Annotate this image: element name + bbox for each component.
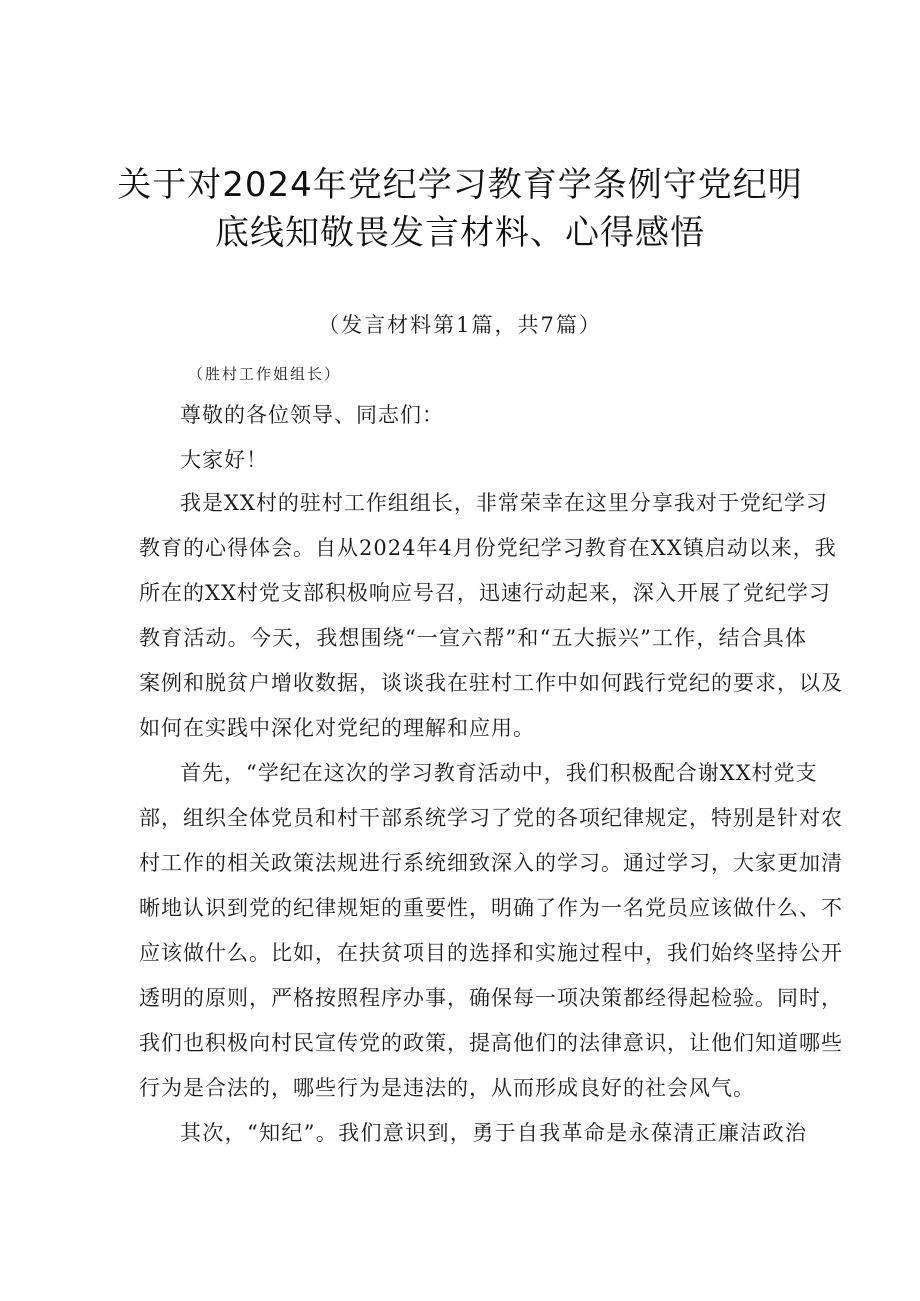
paragraph-1-line: 我是XX村的驻村工作组组长，非常荣幸在这里分享我对于党纪学习 bbox=[180, 491, 828, 515]
greeting: 大家好！ bbox=[180, 448, 268, 472]
paragraph-1-line: 教育活动。今天，我想围绕“一宣六帮”和“五大振兴”工作，结合具体 bbox=[139, 626, 807, 650]
paragraph-2-line: 首先，“学纪在这次的学习教育活动中，我们积极配合谢XX村党支 bbox=[180, 761, 818, 785]
paragraph-1-line: 教育的心得体会。自从2024年4月份党纪学习教育在XX镇启动以来，我 bbox=[139, 536, 837, 560]
salutation: 尊敬的各位领导、同志们： bbox=[180, 403, 444, 427]
paragraph-2-line: 我们也积极向村民宣传党的政策，提高他们的法律意识，让他们知道哪些 bbox=[139, 1031, 843, 1055]
paragraph-2-line: 村工作的相关政策法规进行系统细致深入的学习。通过学习，大家更加清 bbox=[139, 851, 843, 875]
paragraph-2-line: 行为是合法的，哪些行为是违法的，从而形成良好的社会风气。 bbox=[139, 1076, 755, 1100]
paragraph-2-line: 应该做什么。比如，在扶贫项目的选择和实施过程中，我们始终坚持公开 bbox=[139, 941, 843, 965]
paragraph-1-line: 如何在实践中深化对党纪的理解和应用。 bbox=[139, 716, 535, 740]
paragraph-3-line: 其次，“知纪”。我们意识到，勇于自我革命是永葆清正廉洁政治 bbox=[180, 1121, 807, 1145]
paragraph-2-line: 部，组织全体党员和村干部系统学习了党的各项纪律规定，特别是针对农 bbox=[139, 806, 843, 830]
paragraph-1-line: 所在的XX村党支部积极响应号召，迅速行动起来，深入开展了党纪学习 bbox=[139, 581, 831, 605]
paragraph-2-line: 透明的原则，严格按照程序办事，确保每一项决策都经得起检验。同时， bbox=[139, 986, 843, 1010]
document-subtitle: （发言材料第1篇，共7篇） bbox=[318, 313, 602, 337]
paragraph-1-line: 案例和脱贫户增收数据，谈谈我在驻村工作中如何践行党纪的要求，以及 bbox=[139, 671, 843, 695]
document-title-line-1: 关于对2024年党纪学习教育学条例守党纪明 bbox=[117, 165, 803, 205]
author-line: （胜村工作姐组长） bbox=[188, 365, 342, 383]
document-title-line-2: 底线知敬畏发言材料、心得感悟 bbox=[215, 213, 705, 253]
paragraph-2-line: 晰地认识到党的纪律规矩的重要性，明确了作为一名党员应该做什么、不 bbox=[139, 896, 843, 920]
